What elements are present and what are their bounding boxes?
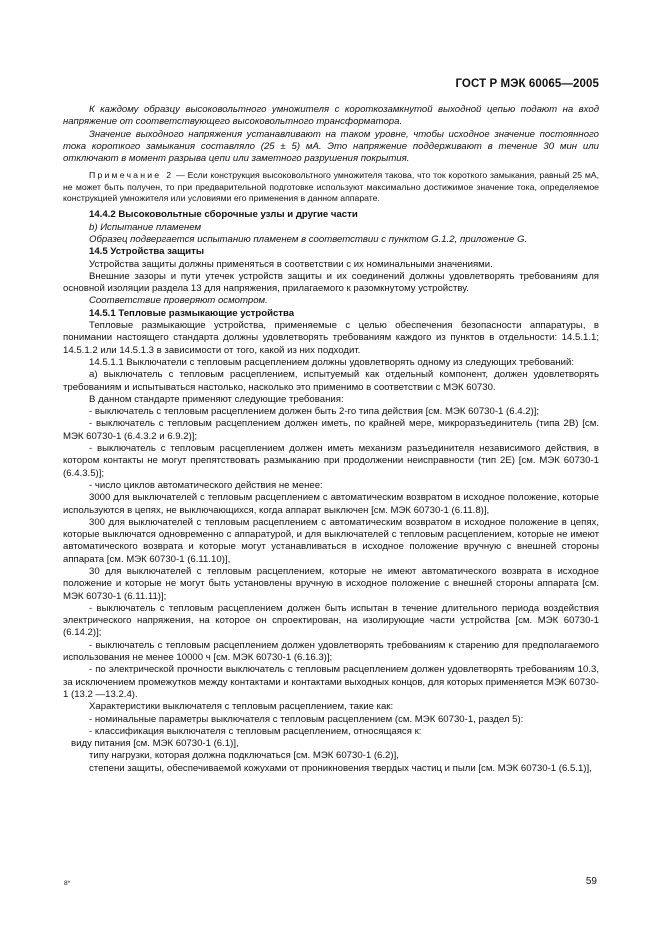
paragraph: 30 для выключателей с тепловым расцеплением, которые не имеют автоматического возврата в исходное положение и которые не могут быть установлены вручную в исходное положение с внешней стороны аппарата [см. МЭК 60730-1 (6.11.11)]; (63, 565, 599, 602)
paragraph: 3000 для выключателей с тепловым расцеплением с автоматическим возвратом в исходное положение, которые используются в цепях, не выключающихся, когда аппарат выключен [см. МЭК 60730-1 (6.11.8)], (63, 492, 599, 516)
note-dash: — (173, 170, 188, 181)
sheet-mark: 8* (64, 880, 71, 887)
list-item: - выключатель с тепловым расцеплением должен иметь механизм разъединителя независимого действия, в котором контакты не могут препятствовать размыканию при продолжении неисправности (тип 2Е) [см. МЭК 60730-1 (6.4.3.5)]; (63, 443, 599, 479)
sub-item: виду питания [см. МЭК 60730-1 (6.1)], (71, 738, 239, 750)
page-number: 59 (585, 876, 597, 887)
paragraph: Соответствие проверяют осмотром. (89, 295, 268, 307)
list-item: - выключатель с тепловым расцеплением должен быть 2-го типа действия [см. МЭК 60730-1 (6.4.2)]; (89, 406, 540, 418)
list-item: - число циклов автоматического действия не менее: (89, 479, 323, 491)
list-item: - номинальные параметры выключателя с тепловым расцеплением (см. МЭК 60730-1, раздел 5): (89, 713, 524, 725)
paragraph: 300 для выключателей с тепловым расцеплением с автоматическим возвратом в исходное положение в цепях, которые выключатся одновременно с аппаратурой, и для выключателей с тепловым расцеплением, которые не имеют автоматического возврата и которые могут устанавливаться в исходное положение вручную с внешней стороны аппарата [см. МЭК 60730-1 (6.11.10)], (63, 516, 599, 565)
list-item: - по электрической прочности выключатель с тепловым расцеплением должен удовлетворять требованиям 10.3, за исключением промежутков между контактами и контактами выходных концов, для которых применяется МЭК 60730-1 (13.2 —13.2.4). (63, 664, 599, 700)
list-item: - выключатель с тепловым расцеплением должен быть испытан в течение длительного периода воздействия электрического напряжения, на которое он спроектирован, на изолирующие части устройства [см. МЭК 60730-1 (6.14.2)]; (63, 602, 599, 639)
paragraph: Устройства защиты должны применяться в соответствии с их номинальными значениями. (89, 258, 493, 270)
section-heading: 14.5.1 Тепловые размыкающие устройства (89, 307, 295, 319)
section-heading: 14.4.2 Высоковольтные сборочные узлы и другие части (89, 209, 358, 221)
paragraph: Характеристики выключателя с тепловым расцеплением, такие как: (89, 701, 394, 713)
list-item: - выключатель с тепловым расцеплением должен удовлетворять требованиям к старению для предполагаемого использования не менее 10000 ч [см. МЭК 60730-1 (6.16.3)]; (63, 639, 599, 664)
note-text: Если конструкция высоковольтного умножителя такова, что ток короткого замыкания, равный 25 мА, не может быть получен, то при предварительной подготовке используют максимально достижимое значение тока, определяемое конструкцией умножителя или условиями его применения в данном аппарате. (63, 170, 600, 204)
section-heading: 14.5 Устройства защиты (89, 246, 205, 258)
document-body (63, 104, 599, 775)
paragraph: Тепловые размыкающие устройства, применяемые с целью обеспечения безопасности аппаратуры, в понимании настоящего стандарта должны удовлетворять требованиям каждого из пунктов в отдельности: 14.5.1.1; 14.5.1.2 или 14.5.1.3 в зависимости от того, какой из них подходит. (63, 320, 599, 356)
paragraph: В данном стандарте применяют следующие требования: (89, 393, 344, 405)
paragraph: а) выключатель с тепловым расцеплением, испытуемый как отдельный компонент, должен удовлетворять требованиям и испытываться настолько, насколько это применимо в соответствии с МЭК 60730. (63, 369, 599, 393)
list-item: - выключатель с тепловым расцеплением должен иметь, по крайней мере, микроразъединитель (типа 2В) [см. МЭК 60730-1 (6.4.3.2 и 6.9.2)]; (63, 418, 599, 442)
note-label: Примечание 2 (89, 170, 174, 181)
paragraph: Образец подвергается испытанию пламенем в соответствии с пунктом G.1.2, приложение G. (89, 233, 528, 245)
list-item: - классификация выключателя с тепловым расцеплением, относящаяся к: (89, 725, 422, 737)
paragraph: Внешние зазоры и пути утечек устройств защиты и их соединений должны удовлетворять требованиям для основной изоляции раздела 13 для напряжения, прилагаемого к разомкнутому устройству. (63, 270, 599, 295)
paragraph: b) Испытание пламенем (89, 221, 202, 233)
paragraph: К каждому образцу высоковольтного умножителя с короткозамкнутой выходной цепью подают на вход напряжение от соответствующего высоковольтного трансформатора. (63, 104, 599, 128)
note-paragraph (63, 170, 599, 204)
sub-item: степени защиты, обеспечиваемой кожухами от проникновения твердых частиц и пыли [см. МЭК 60730-1 (6.5.1)], (89, 762, 592, 774)
paragraph: Значение выходного напряжения устанавливают на таком уровне, чтобы исходное значение постоянного тока короткого замыкания составляло (25 ± 5) мА. Это напряжение поддерживают в течение 30 мин или отключают в момент разрыва цепи или заметного разрушения покрытия. (63, 128, 599, 165)
sub-item: типу нагрузки, которая должна подключаться [см. МЭК 60730-1 (6.2)], (89, 750, 399, 762)
standard-header: ГОСТ Р МЭК 60065—2005 (455, 78, 599, 90)
paragraph: 14.5.1.1 Выключатели с тепловым расцеплением должны удовлетворять одному из следующих требований: (89, 356, 574, 368)
